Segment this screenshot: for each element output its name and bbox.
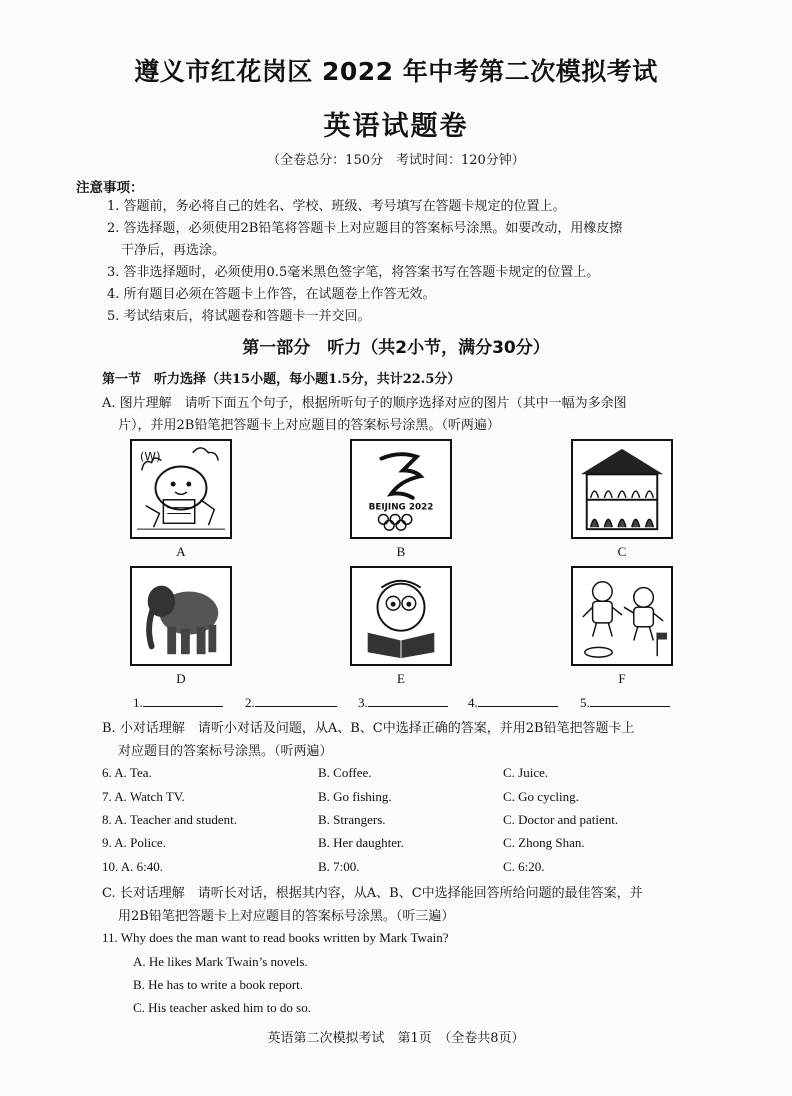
svg-text:(W): (W) <box>139 449 161 464</box>
part-a-instructions: 片），并用2B铅笔把答题卡上对应题目的答案标号涂黑。（听两遍） <box>118 418 500 433</box>
notes-heading: 注意事项： <box>76 180 144 196</box>
picture-label: D <box>176 671 186 686</box>
question-option: B. Go fishing. <box>318 789 392 804</box>
question-option: 6. A. Tea. <box>102 765 152 780</box>
part-b-instructions: 对应题目的答案标号涂黑。（听两遍） <box>118 744 333 759</box>
question-11-option: A. He likes Mark Twain’s novels. <box>133 954 308 969</box>
note-item: 2. 答选择题，必须使用2B铅笔将答题卡上对应题目的答案标号涂黑。如要改动，用橡皮擦 <box>107 221 623 236</box>
answer-blank-2[interactable]: 2. <box>245 694 337 711</box>
question-option: B. Coffee. <box>318 765 372 780</box>
question-11-option: C. His teacher asked him to do so. <box>133 1000 311 1015</box>
part-one-title: 第一部分 听力（共2小节，满分30分） <box>242 338 550 358</box>
part-c-instructions: C. 长对话理解 请听长对话，根据其内容，从A、B、C中选择能回答所给问题的最佳答案，并 <box>102 886 643 901</box>
question-option: 7. A. Watch TV. <box>102 789 185 804</box>
question-option: 9. A. Police. <box>102 835 166 850</box>
picture-label: B <box>396 544 406 559</box>
question-option: 10. A. 6:40. <box>102 859 164 874</box>
question-option: C. Doctor and patient. <box>503 812 619 827</box>
score-info: （全卷总分：150分 考试时间：120分钟） <box>267 153 525 168</box>
question-option: C. Go cycling. <box>503 789 579 804</box>
picture-label: F <box>618 671 626 686</box>
exam-subtitle: 英语试题卷 <box>323 111 469 142</box>
question-option: B. 7:00. <box>318 859 360 874</box>
part-a-instructions: A. 图片理解 请听下面五个句子，根据所听句子的顺序选择对应的图片（其中一幅为多余图 <box>102 396 627 411</box>
picture-e-reading-book <box>350 566 452 666</box>
note-item: 5. 考试结束后，将试题卷和答题卡一并交回。 <box>107 309 371 324</box>
beijing-logo-text: BEIJING 2022 <box>368 502 434 513</box>
note-item: 3. 答非选择题时，必须使用0.5毫米黑色签字笔，将答案书写在答题卡规定的位置上。 <box>107 265 600 280</box>
question-option: C. Zhong Shan. <box>503 835 585 850</box>
question-option: B. Strangers. <box>318 812 386 827</box>
picture-label: E <box>397 671 405 686</box>
exam-title: 遵义市红花岗区 2022 年中考第二次模拟考试 <box>134 57 658 86</box>
answer-blank-4[interactable]: 4. <box>468 694 558 711</box>
picture-f-astronauts <box>571 566 673 666</box>
page-footer: 英语第二次模拟考试 第1页 （全卷共8页） <box>267 1031 525 1046</box>
question-option: B. Her daughter. <box>318 835 404 850</box>
section-one-heading: 第一节 听力选择（共15小题，每小题1.5分，共计22.5分） <box>102 372 461 387</box>
question-option: C. Juice. <box>503 765 549 780</box>
part-c-instructions: 用2B铅笔把答题卡上对应题目的答案标号涂黑。（听三遍） <box>118 909 455 924</box>
picture-b-beijing-2022-logo <box>350 439 452 539</box>
picture-label: C <box>617 544 627 559</box>
note-item: 1. 答题前，务必将自己的姓名、学校、班级、考号填写在答题卡规定的位置上。 <box>107 199 566 214</box>
question-11: 11. Why does the man want to read books written by Mark Twain? <box>102 930 449 945</box>
answer-blank-3[interactable]: 3. <box>358 694 448 711</box>
question-11-option: B. He has to write a book report. <box>133 977 304 992</box>
picture-c-building <box>571 439 673 539</box>
note-item: 4. 所有题目必须在答题卡上作答，在试题卷上作答无效。 <box>107 287 436 302</box>
part-b-instructions: B. 小对话理解 请听小对话及问题，从A、B、C中选择正确的答案，并用2B铅笔把答题卡上 <box>102 721 635 736</box>
picture-a-student-score <box>130 439 232 539</box>
answer-blank-1[interactable]: 1. <box>133 694 223 711</box>
question-option: C. 6:20. <box>503 859 545 874</box>
question-option: 8. A. Teacher and student. <box>102 812 237 827</box>
note-item: 干净后，再选涂。 <box>121 243 226 258</box>
answer-blank-5[interactable]: 5. <box>580 694 670 711</box>
picture-label: A <box>176 544 186 559</box>
picture-d-elephant <box>130 566 232 666</box>
